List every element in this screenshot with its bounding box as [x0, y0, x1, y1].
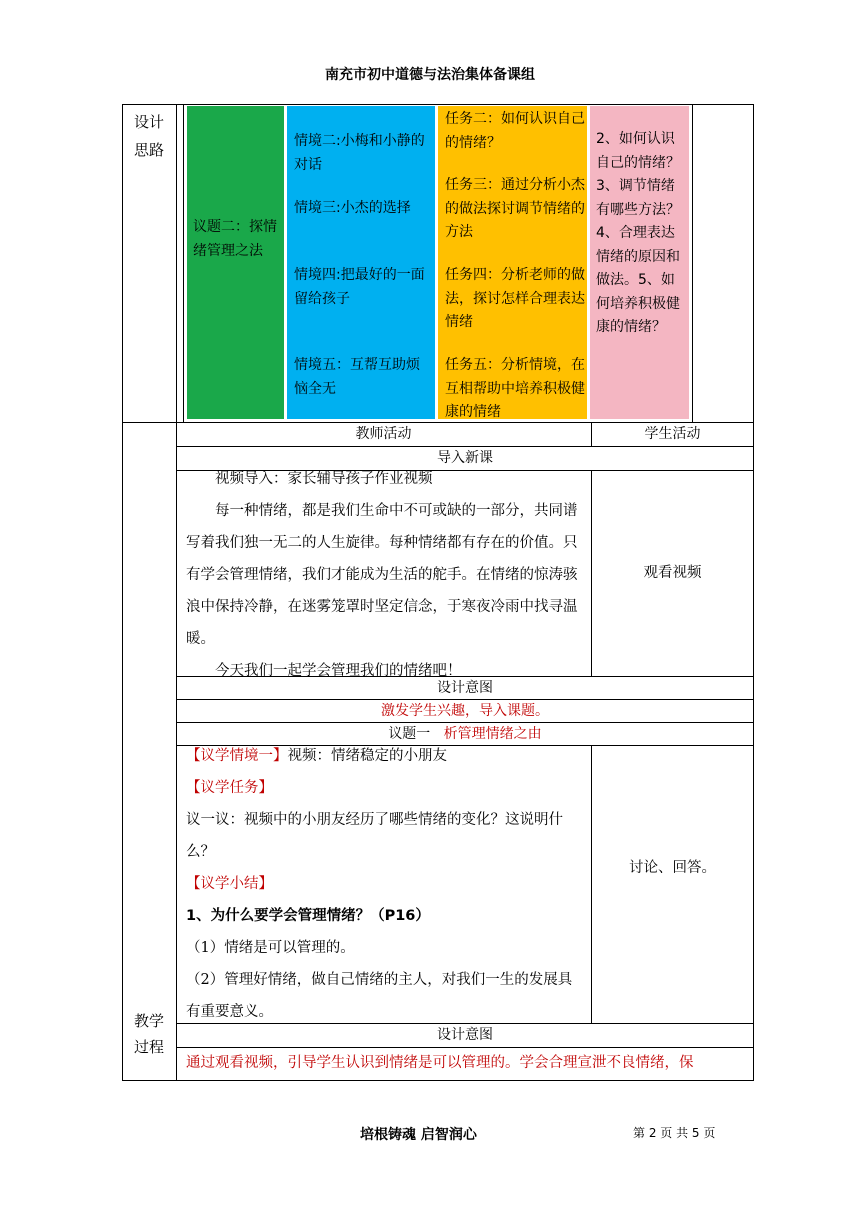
situation-4: 情境四:把最好的一面留给孩子 — [294, 267, 425, 307]
intro-paragraph: 每一种情绪，都是我们生命中不可或缺的一部分，共同谱写着我们独一无二的人生旋律。每种情绪都有存在的价值。只有学会管理情绪，我们才能成为生活的舵手。在情绪的惊涛骇浪中保持冷静，在迷雾笼罩时坚定信念，于寒夜冷雨中找寻温暖。 — [186, 503, 578, 647]
situation-1-text: 视频：情绪稳定的小朋友 — [287, 748, 447, 764]
table-border-left — [122, 104, 123, 1081]
process-label-line: 教学 — [133, 1012, 164, 1030]
situation-2: 情境二:小梅和小静的对话 — [294, 133, 425, 173]
page-number: 第 2 页 共 5 页 — [633, 1126, 716, 1140]
questions-text: 2、如何认识自己的情绪？3、调节情绪有哪些方法？4、合理表达情绪的原因和做法。5、如何培养积极健康的情绪？ — [596, 131, 680, 335]
design-label — [122, 108, 176, 164]
task-3: 任务三：通过分析小杰的做法探讨调节情绪的方法 — [445, 177, 585, 240]
design-intent-1-text: 激发学生兴趣，导入课题。 — [381, 703, 549, 719]
situation-1-label: 【议学情境一】 — [186, 748, 288, 764]
summary-point-2: （2）管理好情绪，做自己情绪的主人，对我们一生的发展具有重要意义。 — [186, 972, 573, 1020]
task-4: 任务四：分析老师的做法，探讨怎样合理表达情绪 — [445, 267, 585, 330]
discuss-student-activity: 讨论、回答。 — [629, 860, 716, 876]
topic-text: 议题二：探情绪管理之法 — [193, 219, 277, 259]
design-label-line: 思路 — [133, 141, 164, 159]
design-intent-2-title: 设计意图 — [437, 1027, 493, 1043]
intro-closing: 今天我们一起学会管理我们的情绪吧！ — [215, 663, 462, 679]
col-divider — [591, 745, 592, 1023]
task-text: 议一议：视频中的小朋友经历了哪些情绪的变化？这说明什么？ — [186, 812, 563, 860]
process-label — [122, 1008, 176, 1060]
intro-line: 视频导入：家长辅导孩子作业视频 — [215, 471, 433, 487]
intro-title: 导入新课 — [437, 450, 493, 466]
label-column-divider — [176, 104, 177, 1081]
page-header: 南充市初中道德与法治集体备课组 — [325, 67, 535, 83]
summary-point-1: （1）情绪是可以管理的。 — [186, 940, 355, 956]
design-inner-line — [183, 104, 184, 422]
process-label-line: 过程 — [133, 1038, 164, 1056]
design-intent-1-title: 设计意图 — [437, 680, 493, 696]
design-inner-line — [692, 104, 693, 422]
situation-3: 情境三:小杰的选择 — [294, 200, 411, 216]
design-label-line: 设计 — [133, 113, 164, 131]
table-border-top — [122, 104, 754, 105]
student-header: 学生活动 — [644, 426, 701, 442]
topic-1-title: 析管理情绪之由 — [443, 726, 542, 742]
summary-label: 【议学小结】 — [186, 876, 273, 892]
situation-5: 情境五：互帮互助烦恼全无 — [294, 357, 420, 397]
intro-student-activity: 观看视频 — [643, 565, 702, 581]
teacher-header: 教师活动 — [355, 426, 412, 442]
situation-1-line — [186, 740, 584, 772]
footer-motto: 培根铸魂 启智润心 — [360, 1127, 477, 1143]
task-2: 任务二：如何认识自己的情绪？ — [445, 111, 585, 151]
intro-content — [186, 463, 584, 687]
task-label: 【议学任务】 — [186, 780, 273, 796]
summary-question: 1、为什么要学会管理情绪？（P16） — [186, 908, 430, 924]
table-border-bottom — [122, 1080, 754, 1081]
design-intent-2-text: 通过观看视频，引导学生认识到情绪是可以管理的。学会合理宣泄不良情绪，保 — [186, 1055, 694, 1071]
topic-1-prefix: 议题一 — [388, 726, 431, 742]
task-5: 任务五：分析情境，在互相帮助中培养积极健康的情绪 — [445, 357, 585, 420]
topic-1-content — [186, 740, 584, 1028]
table-border-right — [753, 104, 754, 1081]
